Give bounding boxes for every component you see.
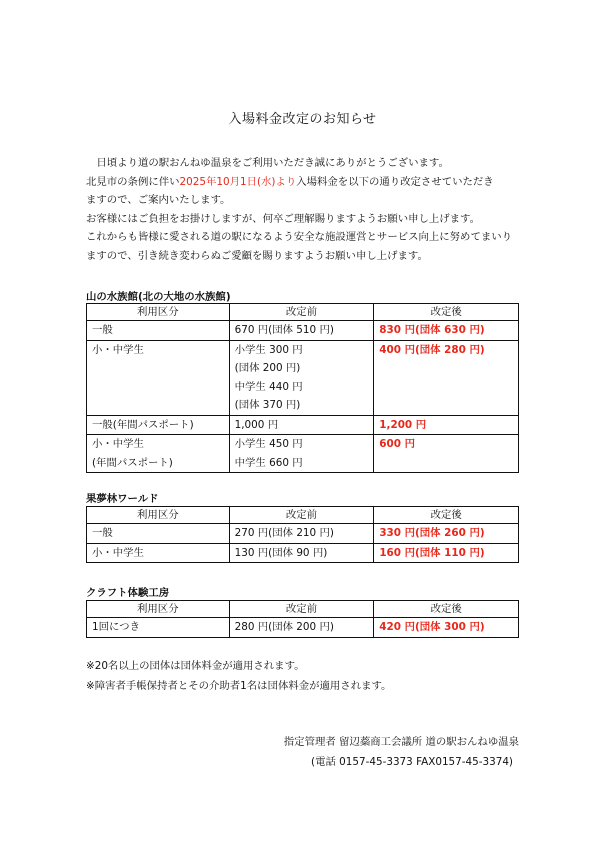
intro-line: お客様にはご負担をお掛けしますが、何卒ご理解賜りますようお願い申し上げます。: [86, 212, 481, 225]
category-text: 一般(年間パスポート): [92, 418, 194, 431]
before-cell: [229, 340, 374, 415]
effective-date: 2025年10月1日(水)より: [179, 175, 297, 188]
section-title-aquarium: 山の水族館(北の大地の水族館): [86, 291, 231, 303]
table-row: [87, 543, 519, 563]
category-cell: [87, 435, 230, 473]
category-text: 小・中学生: [92, 438, 144, 450]
category-cell: [87, 415, 230, 435]
category-cell: [87, 524, 230, 544]
section-title-craft: クラフト体験工房: [86, 587, 170, 599]
notes: [86, 656, 391, 696]
header-category: 利用区分: [87, 304, 230, 321]
intro-text: [86, 154, 526, 266]
after-cell: [374, 618, 519, 638]
footer-contact: (電話 0157-45-3373 FAX0157-45-3374): [311, 756, 513, 768]
table-row: [87, 618, 519, 638]
after-text: 160 円(団体 110 円): [379, 546, 485, 559]
intro-line: これからも皆様に愛される道の駅になるよう安全な施設運営とサービス向上に努めてまいり: [86, 231, 513, 244]
before-text: 1,000 円: [234, 418, 279, 431]
before-text: (団体 200 円): [234, 362, 301, 374]
table-row: [87, 321, 519, 341]
table-row: [87, 415, 519, 435]
after-cell: [374, 415, 519, 435]
header-before: 改定前: [229, 507, 374, 524]
table-header-row: [87, 601, 519, 618]
before-cell: [229, 618, 374, 638]
table-header-row: [87, 304, 519, 321]
header-after: 改定後: [374, 304, 519, 321]
after-cell: [374, 340, 519, 415]
after-text: 1,200 円: [379, 418, 427, 431]
before-cell: [229, 435, 374, 473]
after-text: 400 円(団体 280 円): [379, 343, 485, 356]
before-text: 280 円(団体 200 円): [234, 621, 334, 633]
header-before: 改定前: [229, 304, 374, 321]
aquarium-price-table: [86, 303, 519, 473]
section-title-kamurin: 果夢林ワールド: [86, 493, 159, 505]
before-cell: [229, 524, 374, 544]
intro-line-2-pre: 北見市の条例に伴い: [86, 175, 180, 188]
note-group-discount: ※20名以上の団体は団体料金が適用されます。: [86, 660, 305, 672]
category-cell: [87, 340, 230, 415]
craft-price-table: [86, 600, 519, 638]
category-text: (年間パスポート): [92, 456, 173, 469]
after-cell: [374, 435, 519, 473]
before-text: 270 円(団体 210 円): [234, 527, 334, 539]
category-text: 小・中学生: [92, 343, 144, 356]
before-text: 中学生 660 円: [234, 456, 303, 469]
category-text: 1回につき: [92, 621, 140, 633]
page-title: 入場料金改定のお知らせ: [228, 112, 377, 127]
after-cell: [374, 524, 519, 544]
after-text: 600 円: [379, 438, 415, 450]
category-text: 一般: [92, 527, 113, 539]
header-after: 改定後: [374, 601, 519, 618]
table-row: [87, 340, 519, 415]
category-text: 小・中学生: [92, 546, 144, 559]
before-text: 小学生 450 円: [234, 438, 303, 450]
intro-line: [86, 173, 526, 192]
table-row: [87, 435, 519, 473]
header-before: 改定前: [229, 601, 374, 618]
category-cell: [87, 543, 230, 563]
before-text: (団体 370 円): [234, 399, 301, 411]
table-row: [87, 524, 519, 544]
before-cell: [229, 543, 374, 563]
after-text: 420 円(団体 300 円): [379, 621, 485, 633]
kamurin-price-table: [86, 506, 519, 563]
after-text: 830 円(団体 630 円): [379, 324, 485, 336]
before-cell: [229, 321, 374, 341]
intro-line: ますので、ご案内いたします。: [86, 194, 231, 207]
footer: [284, 732, 519, 772]
intro-line-1: 日頃より道の駅おんねゆ温泉をご利用いただき誠にありがとうございます。: [96, 157, 449, 169]
footer-operator: 指定管理者 留辺蘂商工会議所 道の駅おんねゆ温泉: [283, 736, 519, 748]
after-text: 330 円(団体 260 円): [379, 527, 485, 539]
intro-line: [86, 154, 526, 173]
after-cell: [374, 543, 519, 563]
header-category: 利用区分: [87, 601, 230, 618]
intro-line: ますので、引き続き変わらぬご愛顧を賜りますようお願い申し上げます。: [86, 249, 428, 262]
intro-line-2-post: 入場料金を以下の通り改定させていただき: [296, 175, 494, 188]
header-after: 改定後: [374, 507, 519, 524]
before-text: 中学生 440 円: [234, 380, 303, 393]
category-cell: [87, 321, 230, 341]
before-text: 130 円(団体 90 円): [234, 546, 328, 559]
table-header-row: [87, 507, 519, 524]
before-text: 670 円(団体 510 円): [234, 324, 334, 336]
header-category: 利用区分: [87, 507, 230, 524]
before-text: 小学生 300 円: [234, 343, 303, 356]
note-disability: ※障害者手帳保持者とその介助者1名は団体料金が適用されます。: [86, 680, 392, 692]
before-cell: [229, 415, 374, 435]
category-text: 一般: [92, 324, 113, 336]
category-cell: [87, 618, 230, 638]
after-cell: [374, 321, 519, 341]
